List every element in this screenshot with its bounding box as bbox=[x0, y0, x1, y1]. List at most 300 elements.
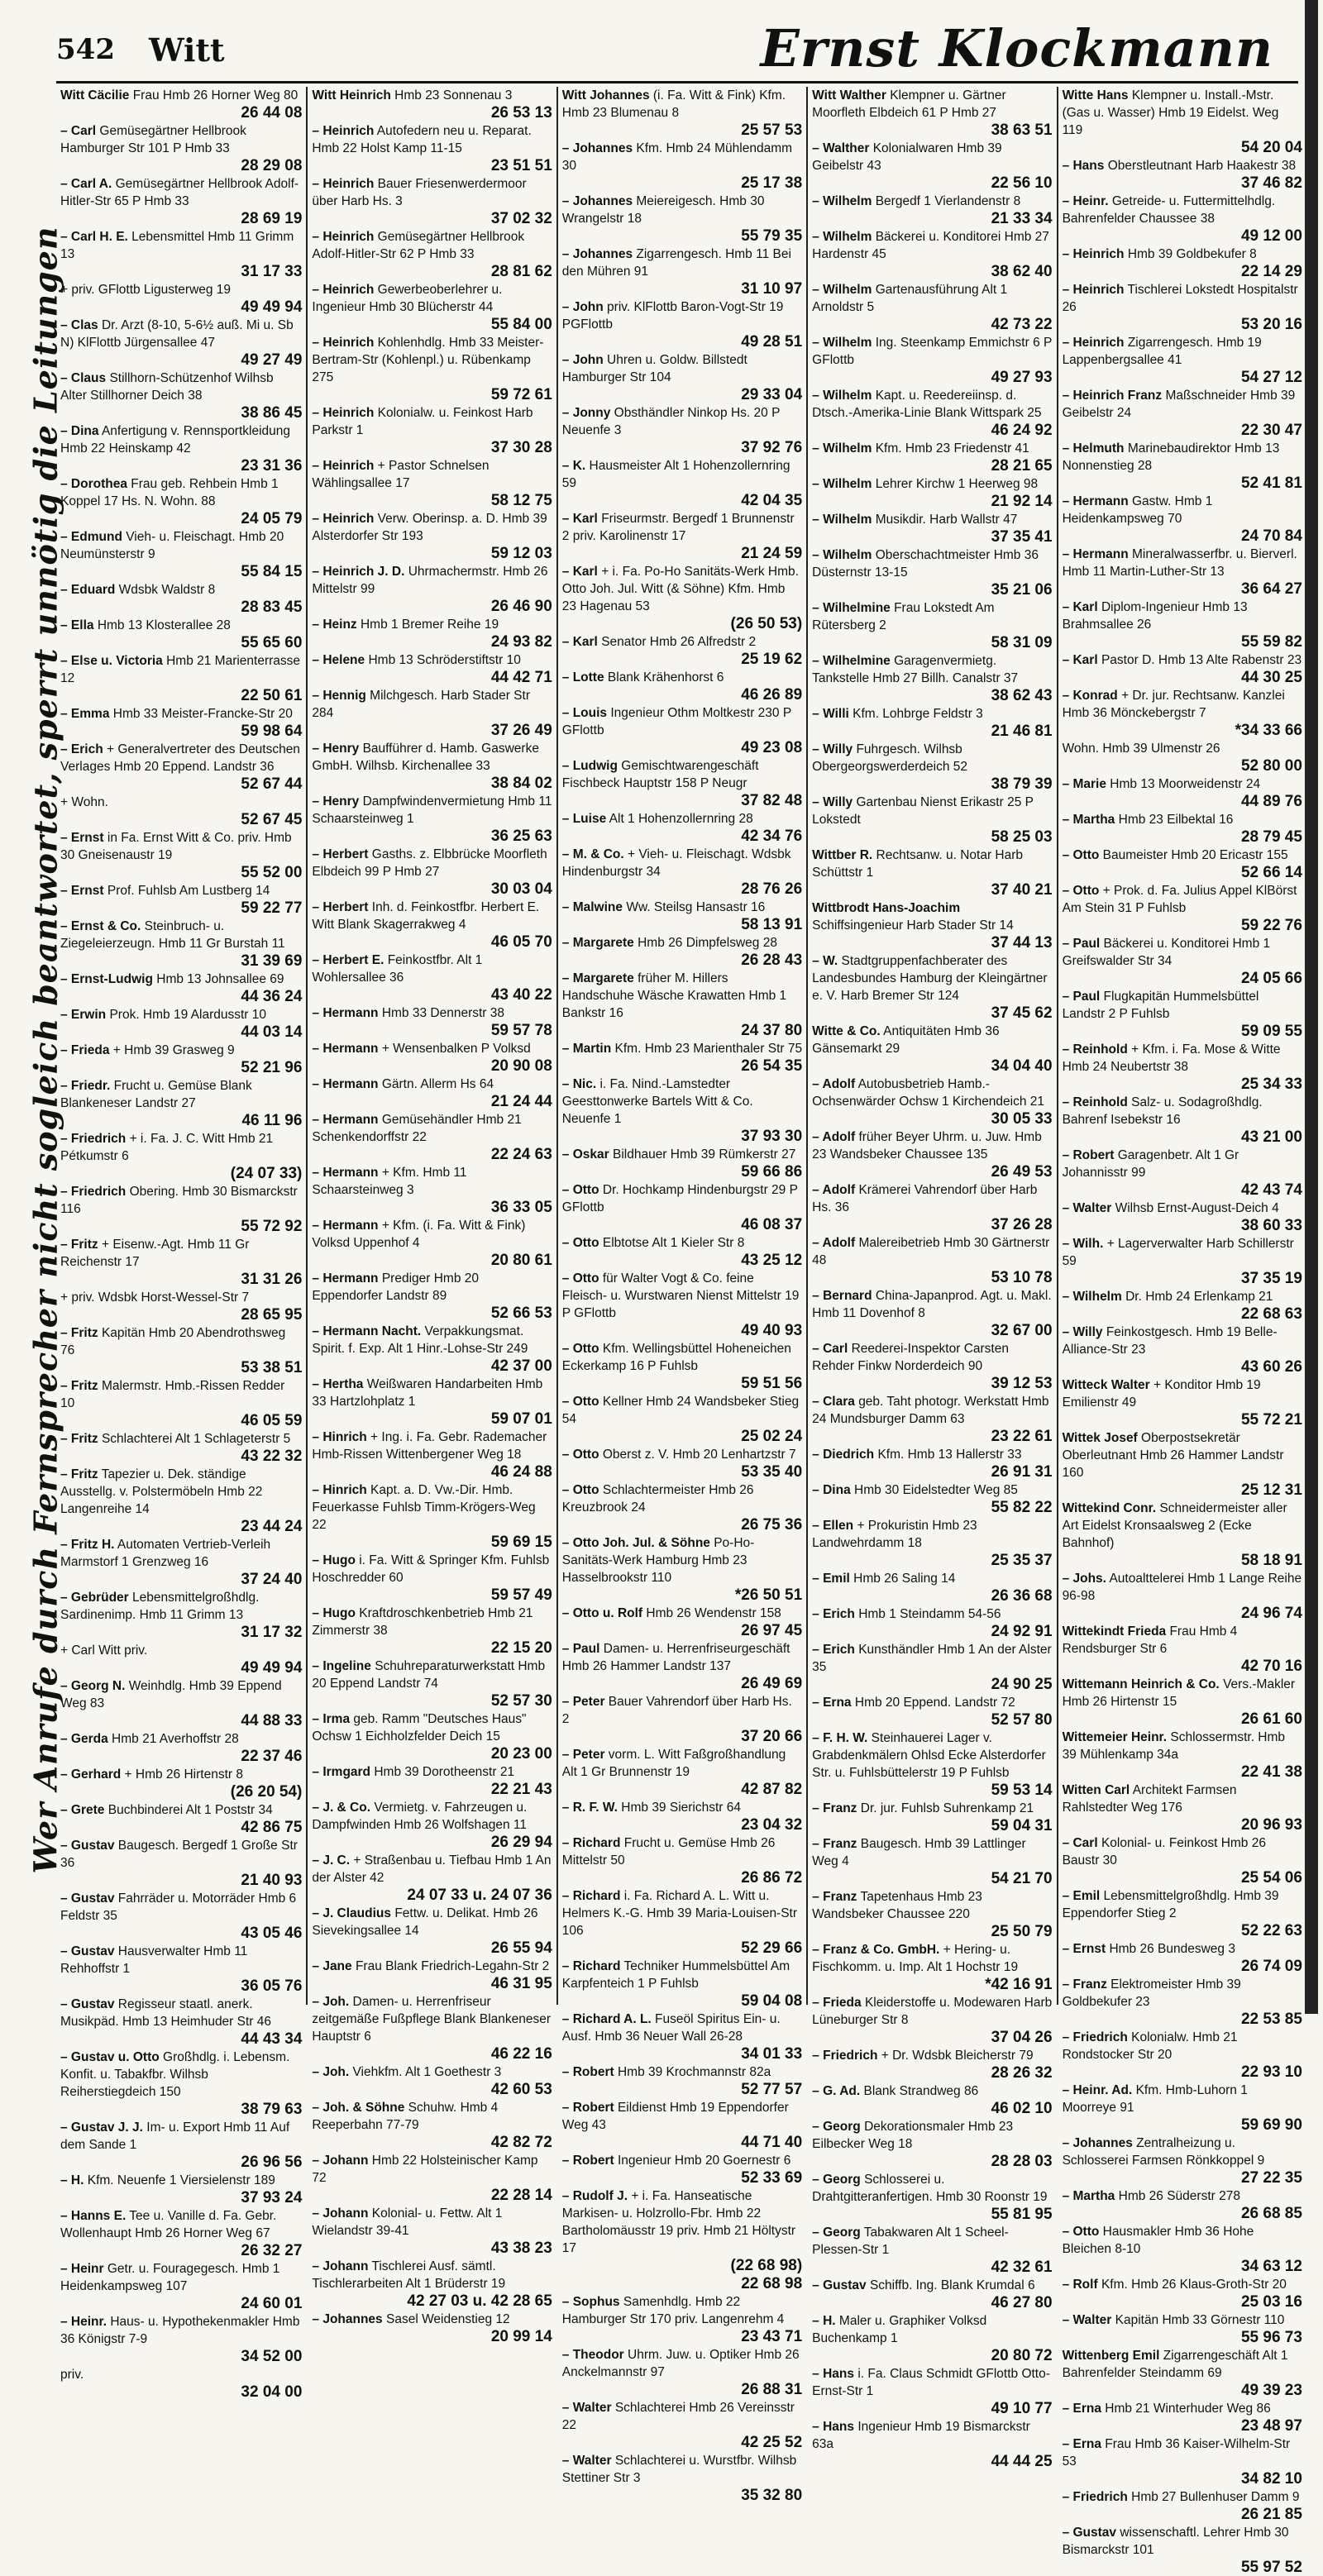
directory-entry bbox=[812, 1287, 1052, 1339]
entry-details: Kellner Hmb 24 Wandsbeker Stieg 54 bbox=[561, 1395, 800, 1426]
phone-number: 52 21 96 bbox=[241, 1059, 303, 1076]
phone-number: 30 03 04 bbox=[490, 880, 552, 898]
entry-details: Wdsbk Waldstr 8 bbox=[118, 583, 216, 597]
entry-details: Kapitän Hmb 20 Abendrothsweg 76 bbox=[60, 1326, 286, 1357]
phone-number: 37 92 76 bbox=[741, 439, 803, 456]
phone-number: (24 07 33) bbox=[230, 1165, 303, 1182]
entry-name: – Friedrich bbox=[1062, 2030, 1128, 2044]
phone-number: 42 70 16 bbox=[1240, 1658, 1302, 1675]
entry-name: – Bernard bbox=[812, 1289, 872, 1303]
entry-name: – Robert bbox=[1062, 1148, 1115, 1162]
entry-details: Bergedf 1 Vierlandenstr 8 bbox=[875, 194, 1021, 208]
entry-name: – Gustav bbox=[60, 1891, 115, 1906]
phone-number: 23 22 61 bbox=[991, 1428, 1053, 1445]
entry-name: – K. bbox=[561, 459, 586, 473]
entry-name: – Friedrich bbox=[812, 2049, 878, 2063]
entry-details: Malereibetrieb Hmb 30 Gärtnerstr 48 bbox=[812, 1236, 1050, 1267]
phone-number: 37 35 19 bbox=[1240, 1270, 1302, 1287]
entry-name: – Hinrich bbox=[312, 1483, 367, 1497]
directory-entry bbox=[1063, 87, 1302, 156]
advertisement-banner: Ernst Klockmann bbox=[760, 18, 1273, 79]
phone-number: 25 03 16 bbox=[1240, 2293, 1302, 2311]
entry-name: – Wilhelm bbox=[812, 548, 872, 562]
phone-number: 37 93 24 bbox=[241, 2189, 303, 2206]
phone-number: 25 02 24 bbox=[741, 1428, 803, 1445]
directory-entry bbox=[312, 651, 552, 686]
directory-entry bbox=[812, 2418, 1052, 2470]
directory-entry bbox=[60, 918, 302, 970]
phone-number: 49 49 94 bbox=[241, 298, 303, 316]
phone-number: 38 63 51 bbox=[991, 122, 1053, 139]
entry-name: Witt Heinrich bbox=[312, 88, 391, 103]
entry-name: – Karl bbox=[1062, 600, 1098, 614]
phone-number: 28 76 26 bbox=[741, 880, 803, 898]
directory-entry bbox=[312, 87, 552, 122]
entry-details: Rechtsanw. u. Notar Harb Schüttstr 1 bbox=[812, 848, 1024, 880]
directory-entry bbox=[312, 1552, 552, 1604]
entry-name: – John bbox=[561, 300, 604, 314]
phone-number: *26 50 51 bbox=[734, 1586, 803, 1604]
directory-entry bbox=[562, 2063, 802, 2098]
phone-number: 49 39 23 bbox=[1240, 2382, 1302, 2399]
phone-number: 24 05 79 bbox=[241, 510, 303, 527]
entry-name: – Heinr. bbox=[1062, 194, 1109, 208]
entry-details: Mineralwasserfbr. u. Bierverl. Hmb 11 Martin-Luther-Str 13 bbox=[1062, 547, 1297, 579]
directory-entry bbox=[312, 899, 552, 951]
entry-name: – Walter bbox=[1062, 2313, 1112, 2327]
entry-name: – Hermann bbox=[312, 1042, 379, 1056]
directory-column bbox=[1057, 87, 1306, 2576]
directory-entry bbox=[312, 122, 552, 174]
entry-name: – Hennig bbox=[312, 689, 366, 703]
entry-details: Haus- u. Hypothekenmakler Hmb 36 Königstr 7-9 bbox=[60, 2315, 300, 2346]
entry-details: Kunsthändler Hmb 1 An der Alster 35 bbox=[812, 1643, 1052, 1674]
entry-name: – Heinrich bbox=[1062, 336, 1125, 350]
entry-name: – Peter bbox=[561, 1695, 605, 1709]
directory-entry bbox=[60, 1890, 302, 1942]
phone-number: 25 54 06 bbox=[1240, 1869, 1302, 1887]
directory-entry bbox=[562, 1234, 802, 1269]
phone-number: 43 60 26 bbox=[1240, 1358, 1302, 1376]
entry-name: – Johs. bbox=[1062, 1572, 1106, 1586]
directory-entry bbox=[562, 934, 802, 969]
phone-number: 24 90 25 bbox=[991, 1676, 1053, 1693]
entry-details: + Dr. Wdsbk Bleicherstr 79 bbox=[881, 2049, 1034, 2063]
phone-number: 42 32 61 bbox=[991, 2259, 1053, 2276]
directory-entry bbox=[60, 422, 302, 475]
sidebar-notice-text: Wer Anrufe durch Fernsprecher nicht sogleich beantwortet, sperrt unnötig die Leitungen bbox=[26, 226, 64, 1874]
directory-entry bbox=[562, 2293, 802, 2345]
phone-number: 31 17 33 bbox=[241, 263, 303, 280]
directory-entry bbox=[562, 1340, 802, 1392]
directory-entry bbox=[562, 1834, 802, 1887]
directory-column bbox=[806, 87, 1056, 2470]
phone-number: 36 33 05 bbox=[490, 1199, 552, 1216]
entry-details: Frau Hmb 26 Horner Weg 80 bbox=[132, 88, 299, 103]
phone-number: 25 12 31 bbox=[1240, 1481, 1302, 1499]
phone-number: 28 28 03 bbox=[991, 2153, 1053, 2170]
phone-number: 26 53 13 bbox=[490, 104, 552, 122]
phone-number: 26 36 68 bbox=[991, 1587, 1053, 1605]
phone-number: 52 77 57 bbox=[741, 2081, 803, 2098]
entry-details: Dekorationsmaler Hmb 23 Eilbecker Weg 18 bbox=[812, 2120, 1014, 2151]
phone-number: 53 20 16 bbox=[1240, 316, 1302, 333]
entry-name: – Adolf bbox=[812, 1183, 856, 1197]
entry-details: Zigarrengesch. Hmb 19 Lappenbergsallee 41 bbox=[1062, 336, 1262, 367]
entry-details: Stillhorn-Schützenhof Wilhsb Alter Stillhorner Deich 38 bbox=[60, 371, 274, 403]
directory-entry bbox=[60, 2313, 302, 2365]
directory-entry bbox=[562, 1270, 802, 1339]
phone-number: 26 75 36 bbox=[741, 1516, 803, 1534]
entry-details: Dampfwindenvermietung Hmb 11 Schaarsteinweg 1 bbox=[312, 794, 552, 826]
phone-number: (26 20 54) bbox=[230, 1783, 303, 1801]
directory-entry bbox=[312, 1164, 552, 1216]
directory-entry bbox=[1063, 2223, 1302, 2275]
directory-entry bbox=[60, 2172, 302, 2206]
directory-entry bbox=[562, 351, 802, 403]
phone-number: 26 21 85 bbox=[1240, 2506, 1302, 2523]
directory-entry bbox=[1063, 2135, 1302, 2187]
phone-number: 59 66 86 bbox=[741, 1163, 803, 1181]
directory-entry bbox=[60, 1943, 302, 1995]
directory-entry bbox=[562, 2275, 802, 2292]
entry-name: – Wilhelm bbox=[812, 283, 872, 297]
phone-number: 46 26 89 bbox=[741, 686, 803, 704]
entry-name: – Heinrich J. D. bbox=[312, 565, 405, 579]
entry-name: – H. bbox=[812, 2314, 836, 2328]
phone-number: 58 12 75 bbox=[490, 492, 552, 509]
entry-details: früher Beyer Uhrm. u. Juw. Hmb 23 Wandsbeker Chaussee 135 bbox=[812, 1130, 1042, 1162]
directory-entry bbox=[60, 1324, 302, 1376]
entry-name: – Walter bbox=[1062, 1201, 1112, 1215]
directory-entry bbox=[812, 2118, 1052, 2170]
phone-number: 59 53 14 bbox=[991, 1782, 1053, 1799]
entry-name: – Paul bbox=[561, 1642, 600, 1656]
entry-details: Hmb 21 Winterhuder Weg 86 bbox=[1105, 2402, 1271, 2416]
directory-entry bbox=[312, 1217, 552, 1269]
phone-number: 44 71 40 bbox=[741, 2134, 803, 2151]
page-edge bbox=[1305, 0, 1318, 2014]
directory-entry bbox=[1063, 935, 1302, 987]
entry-name: – Franz bbox=[812, 1837, 857, 1851]
entry-details: Hmb 26 Süderstr 278 bbox=[1118, 2189, 1240, 2203]
directory-entry bbox=[562, 1887, 802, 1957]
directory-entry bbox=[312, 952, 552, 1004]
phone-number: 42 37 00 bbox=[490, 1357, 552, 1375]
entry-name: – Marie bbox=[1062, 777, 1106, 791]
directory-entry bbox=[812, 440, 1052, 475]
entry-details: früher M. Hillers Handschuhe Wäsche Krawatten Hmb 1 Bankstr 16 bbox=[561, 971, 787, 1020]
entry-name: – Willy bbox=[812, 795, 853, 809]
phone-number: 42 25 52 bbox=[741, 2434, 803, 2451]
directory-entry bbox=[812, 741, 1052, 793]
directory-entry bbox=[60, 2119, 302, 2171]
phone-number: 37 04 26 bbox=[991, 2029, 1053, 2046]
directory-entry bbox=[812, 1517, 1052, 1569]
directory-entry bbox=[60, 829, 302, 881]
entry-name: – Carl A. bbox=[60, 177, 112, 191]
entry-details: Bauer Friesenwerdermoor über Harb Hs. 3 bbox=[312, 177, 527, 208]
phone-number: 43 21 00 bbox=[1240, 1128, 1302, 1146]
directory-entry bbox=[312, 1111, 552, 1163]
phone-number: 28 69 19 bbox=[241, 210, 303, 227]
phone-number: 32 04 00 bbox=[241, 2383, 303, 2401]
entry-name: – Ernst-Ludwig bbox=[60, 972, 153, 986]
entry-details: + Dr. jur. Rechtsanw. Kanzlei Hmb 36 Mönckebergstr 7 bbox=[1062, 689, 1285, 720]
phone-number: 54 27 12 bbox=[1240, 369, 1302, 386]
directory-entry bbox=[812, 899, 1052, 952]
directory-entry bbox=[312, 1658, 552, 1710]
entry-details: Kolonialw. Hmb 21 Rondstocker Str 20 bbox=[1062, 2030, 1238, 2062]
entry-details: Hmb 26 Saling 14 bbox=[853, 1572, 956, 1586]
phone-number: 22 28 14 bbox=[490, 2187, 552, 2204]
page-headword: Witt bbox=[149, 31, 225, 69]
directory-entry bbox=[1063, 546, 1302, 598]
entry-name: Witt Cäcilie bbox=[60, 88, 130, 103]
directory-entry bbox=[312, 281, 552, 333]
directory-entry bbox=[1063, 1235, 1302, 1287]
entry-details: Prok. Hmb 19 Alardusstr 10 bbox=[109, 1008, 266, 1022]
phone-number: 55 84 00 bbox=[490, 316, 552, 333]
directory-entry bbox=[1063, 1288, 1302, 1323]
entry-name: – Hugo bbox=[312, 1553, 356, 1567]
entry-details: Kolonialw. u. Feinkost Harb Parkstr 1 bbox=[312, 406, 533, 437]
entry-name: – Wilh. bbox=[1062, 1237, 1104, 1251]
entry-details: Elbtotse Alt 1 Kieler Str 8 bbox=[602, 1236, 745, 1250]
entry-name: – Heinrich bbox=[312, 512, 375, 526]
entry-name: – M. & Co. bbox=[561, 847, 624, 861]
entry-name: – Otto bbox=[561, 1448, 599, 1462]
directory-entry bbox=[562, 510, 802, 562]
entry-details: Ingenieur Hmb 20 Goernestr 6 bbox=[617, 2154, 791, 2168]
entry-details: geb. Taht photogr. Werkstatt Hmb 24 Mundsburger Damm 63 bbox=[812, 1395, 1049, 1426]
entry-name: – Otto bbox=[1062, 2225, 1100, 2239]
phone-number: 49 23 08 bbox=[741, 739, 803, 756]
phone-number: 24 96 74 bbox=[1240, 1605, 1302, 1622]
entry-name: Wittber R. bbox=[812, 848, 873, 862]
directory-entry bbox=[812, 511, 1052, 546]
entry-name: – Hanns E. bbox=[60, 2209, 127, 2223]
phone-number: 59 07 01 bbox=[490, 1410, 552, 1428]
entry-details: + Generalvertreter des Deutschen Verlages Hmb 20 Eppend. Landstr 36 bbox=[60, 742, 300, 774]
phone-number: 26 74 09 bbox=[1240, 1958, 1302, 1975]
directory-entry bbox=[312, 1763, 552, 1798]
entry-details: Marinebaudirektor Hmb 13 Nonnenstieg 28 bbox=[1062, 441, 1280, 473]
entry-name: – Dina bbox=[60, 424, 99, 438]
directory-entry bbox=[562, 1958, 802, 2010]
entry-name: – Reinhold bbox=[1062, 1042, 1128, 1057]
directory-entry bbox=[562, 457, 802, 509]
entry-name: – Joh. & Söhne bbox=[312, 2101, 405, 2115]
entry-name: – Wilhelm bbox=[812, 230, 872, 244]
entry-details: Hmb 1 Bremer Reihe 19 bbox=[360, 618, 499, 632]
entry-details: Hmb 13 Moorweidenstr 24 bbox=[1110, 777, 1261, 791]
entry-name: – Margarete bbox=[561, 936, 634, 950]
entry-name: – Adolf bbox=[812, 1236, 856, 1250]
phone-number: 46 24 92 bbox=[991, 422, 1053, 439]
entry-details: Schuhw. Hmb 4 Reeperbahn 77-79 bbox=[312, 2101, 499, 2132]
entry-name: – Johannes bbox=[561, 141, 633, 155]
directory-entry bbox=[562, 2187, 802, 2274]
entry-name: – Ingeline bbox=[312, 1659, 371, 1673]
phone-number: 26 55 94 bbox=[490, 1939, 552, 1957]
entry-details: Hmb 30 Eidelstedter Weg 85 bbox=[854, 1483, 1018, 1497]
entry-name: – Adolf bbox=[812, 1130, 856, 1144]
entry-details: vorm. L. Witt Faßgroßhandlung Alt 1 Gr Brunnenstr 19 bbox=[561, 1748, 786, 1779]
entry-name: – Hermann bbox=[312, 1166, 379, 1180]
entry-name: – Friedrich bbox=[60, 1132, 127, 1146]
phone-number: 24 60 01 bbox=[241, 2295, 303, 2312]
entry-details: Ww. Steilsg Hansastr 16 bbox=[626, 900, 766, 914]
directory-entry bbox=[60, 317, 302, 369]
phone-number: (26 50 53) bbox=[730, 615, 803, 632]
directory-entry bbox=[562, 1640, 802, 1692]
directory-entry bbox=[312, 2258, 552, 2310]
directory-entry bbox=[562, 2011, 802, 2063]
directory-entry bbox=[812, 281, 1052, 333]
entry-details: Kapitän Hmb 33 Görnestr 110 bbox=[1115, 2313, 1285, 2327]
entry-details: Fuseöl Spiritus Ein- u. Ausf. Hmb 36 Neuer Wall 26-28 bbox=[561, 2012, 781, 2044]
directory-entry bbox=[60, 1837, 302, 1889]
directory-entry bbox=[60, 1642, 302, 1677]
phone-number: 25 34 33 bbox=[1240, 1076, 1302, 1093]
entry-name: – Heinrich bbox=[312, 406, 375, 420]
entry-details: Kapt. a. D. Vw.-Dir. Hmb. Feuerkasse Fuhlsb Timm-Krögers-Weg 22 bbox=[312, 1483, 536, 1532]
entry-name: – Heinz bbox=[312, 618, 357, 632]
entry-details: Verpakkungsmat. Spirit. f. Exp. Alt 1 Hinr.-Lohse-Str 249 bbox=[312, 1324, 528, 1356]
entry-name: – F. H. W. bbox=[812, 1731, 868, 1745]
entry-details: Hmb 26 Dimpfelsweg 28 bbox=[638, 936, 777, 950]
phone-number: 21 24 44 bbox=[490, 1093, 552, 1110]
entry-name: – Otto bbox=[1062, 884, 1100, 898]
entry-name: – Malwine bbox=[561, 900, 623, 914]
entry-name: – Clara bbox=[812, 1395, 855, 1409]
directory-entry bbox=[562, 193, 802, 245]
entry-name: – Fritz bbox=[60, 1432, 98, 1446]
entry-name: – Gustav bbox=[60, 1839, 115, 1853]
directory-entry bbox=[812, 1023, 1052, 1075]
entry-name: – Ernst bbox=[1062, 1942, 1106, 1956]
entry-name: – Ellen bbox=[812, 1519, 854, 1533]
directory-entry bbox=[60, 281, 302, 316]
entry-name: – Hermann bbox=[312, 1271, 379, 1286]
phone-number: 43 05 46 bbox=[241, 1925, 303, 1942]
directory-entry bbox=[562, 1481, 802, 1534]
phone-number: 42 87 82 bbox=[741, 1781, 803, 1798]
entry-name: – Wilhelm bbox=[812, 513, 872, 527]
phone-number: 55 59 82 bbox=[1240, 633, 1302, 651]
phone-number: 20 80 72 bbox=[991, 2347, 1053, 2364]
directory-entry bbox=[60, 1077, 302, 1129]
phone-number: 26 86 72 bbox=[741, 1869, 803, 1887]
directory-entry bbox=[562, 704, 802, 756]
directory-entry bbox=[812, 334, 1052, 386]
directory-entry bbox=[60, 1730, 302, 1765]
entry-name: – Jane bbox=[312, 1959, 352, 1973]
entry-details: Schiffb. Ing. Blank Krumdal 6 bbox=[869, 2278, 1035, 2292]
entry-details: Großhdlg. i. Lebensm. Konfit. u. Tabakfbr. Wilhsb Reiherstiegdeich 150 bbox=[60, 2050, 290, 2099]
entry-name: – Otto bbox=[561, 1271, 599, 1286]
phone-number: 59 12 03 bbox=[490, 545, 552, 562]
phone-number: 44 30 25 bbox=[1240, 669, 1302, 686]
entry-details: Hmb 26 Bundesweg 3 bbox=[1109, 1942, 1235, 1956]
entry-name: – Willy bbox=[1062, 1325, 1103, 1339]
entry-details: Getreide- u. Futtermittelhdlg. Bahrenfelder Chaussee 38 bbox=[1062, 194, 1276, 226]
phone-number: 53 38 51 bbox=[241, 1359, 303, 1376]
entry-name: – Sophus bbox=[561, 2295, 620, 2309]
directory-entry bbox=[1063, 2187, 1302, 2222]
directory-entry bbox=[312, 1799, 552, 1851]
directory-entry bbox=[812, 1641, 1052, 1693]
phone-number: 42 04 35 bbox=[741, 492, 803, 509]
entry-name: – J. C. bbox=[312, 1853, 351, 1868]
entry-name: – Karl bbox=[561, 635, 598, 649]
entry-details: Po-Ho-Sanitäts-Werk Hamburg Hmb 23 Hasselbrookstr 110 bbox=[561, 1536, 755, 1585]
entry-details: + Wohn. bbox=[60, 795, 108, 809]
phone-number: 42 43 74 bbox=[1240, 1181, 1302, 1199]
entry-details: i. Fa. Witt & Springer Kfm. Fuhlsb Hoschredder 60 bbox=[312, 1553, 550, 1585]
phone-number: 55 65 60 bbox=[241, 634, 303, 651]
entry-name: – Gustav bbox=[812, 2278, 867, 2292]
directory-entry bbox=[812, 1340, 1052, 1392]
phone-number: 59 04 08 bbox=[741, 1992, 803, 2010]
directory-entry bbox=[562, 1693, 802, 1745]
phone-number: 35 32 80 bbox=[741, 2487, 803, 2504]
entry-details: + priv. GFlottb Ligusterweg 19 bbox=[60, 283, 232, 297]
entry-name: – G. Ad. bbox=[812, 2084, 861, 2098]
directory-entry bbox=[1063, 193, 1302, 245]
directory-entry bbox=[1063, 1834, 1302, 1887]
entry-name: – Diedrich bbox=[812, 1448, 875, 1462]
entry-name: Wittek Josef bbox=[1062, 1431, 1138, 1445]
directory-entry bbox=[60, 228, 302, 280]
directory-entry bbox=[60, 1289, 302, 1324]
phone-number: 34 04 40 bbox=[991, 1057, 1053, 1075]
directory-entry bbox=[1063, 1940, 1302, 1975]
phone-number: 31 10 97 bbox=[741, 280, 803, 298]
phone-number: 53 10 78 bbox=[991, 1269, 1053, 1286]
entry-details: + i. Fa. Po-Ho Sanitäts-Werk Hmb. Otto Joh. Jul. Witt (& Söhne) Kfm. Hmb 23 Hagenau 53 bbox=[561, 565, 799, 613]
directory-entry bbox=[562, 1746, 802, 1798]
entry-details: Schlachtermeister Hmb 26 Kreuzbrook 24 bbox=[561, 1483, 754, 1515]
entry-details: wissenschaftl. Lehrer Hmb 30 Bismarckstr 101 bbox=[1062, 2526, 1289, 2557]
phone-number: 20 80 61 bbox=[490, 1252, 552, 1269]
entry-details: Feinkostgesch. Hmb 19 Belle-Alliance-Str 23 bbox=[1062, 1325, 1278, 1357]
directory-entry bbox=[60, 705, 302, 740]
entry-details: Baugesch. Hmb 39 Lattlinger Weg 4 bbox=[812, 1837, 1026, 1868]
entry-details: + Vieh- u. Fleischagt. Wdsbk Hindenburgstr 34 bbox=[561, 847, 791, 879]
entry-details: Kfm. Wellingsbüttel Hoheneichen Eckerkamp 16 P Fuhlsb bbox=[561, 1342, 791, 1373]
entry-details: Hmb 39 Dorotheenstr 21 bbox=[374, 1765, 515, 1779]
phone-number: 28 29 08 bbox=[241, 157, 303, 174]
entry-details: Vermietg. v. Fahrzeugen u. Dampfwinden Hmb 26 Wolfshagen 11 bbox=[312, 1801, 528, 1832]
directory-entry bbox=[1063, 1570, 1302, 1622]
phone-number: 22 53 85 bbox=[1240, 2011, 1302, 2028]
entry-details: Hausmeister Alt 1 Hohenzollernring 59 bbox=[561, 459, 790, 490]
phone-number: 42 86 75 bbox=[241, 1819, 303, 1836]
entry-details: + Kfm. Hmb 11 Schaarsteinweg 3 bbox=[312, 1166, 467, 1197]
entry-details: Bildhauer Hmb 39 Rümkerstr 27 bbox=[612, 1147, 796, 1162]
entry-details: + Konditor Hmb 19 Emilienstr 49 bbox=[1062, 1378, 1261, 1410]
entry-name: – J. Claudius bbox=[312, 1906, 392, 1920]
entry-details: Blank Strandweg 86 bbox=[863, 2084, 979, 2098]
directory-entry bbox=[312, 510, 552, 562]
phone-number: 31 17 32 bbox=[241, 1624, 303, 1641]
directory-entry bbox=[812, 1570, 1052, 1605]
directory-entry bbox=[60, 882, 302, 917]
directory-entry bbox=[312, 2063, 552, 2098]
directory-entry bbox=[312, 1376, 552, 1428]
